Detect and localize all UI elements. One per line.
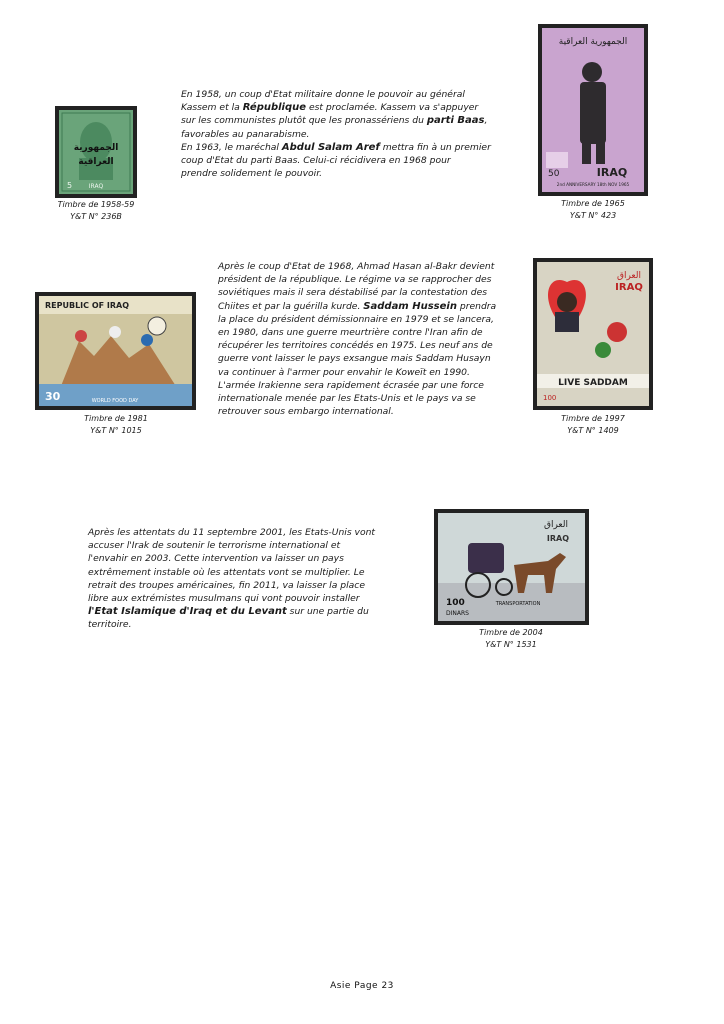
stamp-1965-image	[542, 28, 644, 192]
stamp-2004	[434, 509, 589, 625]
stamp-1958-caption	[36, 199, 156, 223]
stamp-1997-header: العراق	[616, 271, 642, 281]
stamp-1981	[35, 292, 196, 410]
stamp-2004-unit: DINARS	[446, 610, 469, 617]
stamp-1965-header: الجمهورية العراقية	[558, 37, 628, 47]
stamp-2004-country: IRAQ	[546, 534, 570, 543]
text-line: coup d'Etat du parti Baas. Celui-ci récidivera en 1968 pour	[181, 155, 451, 167]
bold-term: parti Baas	[426, 115, 485, 127]
text-line: L'armée Irakienne sera rapidement écrasée par une force	[218, 379, 484, 391]
stamp-1981-caption-ref: Y&T N° 1015	[90, 426, 142, 435]
stamp-1981-value: 30	[45, 390, 61, 403]
text-line: l'envahir en 2003. Cette intervention va laisser un pays	[88, 553, 344, 565]
stamp-1997-caption-title: Timbre de 1997	[561, 414, 625, 423]
stamp-1958-country: IRAQ	[88, 183, 104, 190]
bold-term: Saddam Hussein	[363, 300, 457, 312]
text-line: Kassem et la République est proclamée. Kassem va s'appuyer	[181, 102, 479, 114]
text-line: récupérer les territoires concédés en 1975. Les neuf ans de	[218, 340, 493, 352]
stamp-1965-caption-ref: Y&T N° 423	[569, 211, 617, 220]
stamp-1958-value: 5	[67, 181, 73, 190]
text-line: retrouver sous embargo international.	[218, 406, 394, 418]
text-line: sur les communistes plutôt que les pronassériens du parti Baas,	[181, 115, 488, 127]
stamp-2004-header: العراق	[543, 520, 569, 530]
text-line: accuser l'Irak de soutenir le terrorisme international et	[88, 540, 341, 552]
text-line: l'Etat Islamique d'Iraq et du Levant sur une partie du	[88, 606, 369, 618]
text-line: guerre vont laisser le pays exsangue mais Saddam Husayn	[218, 353, 491, 365]
text-line: libre aux extrémistes musulmans qui vont pouvoir installer	[88, 593, 360, 605]
stamp-2004-image	[438, 513, 585, 621]
text-line: internationale menée par les Etats-Unis et le pays va se	[218, 393, 476, 405]
stamp-1997-value: 100	[543, 394, 557, 402]
text-line: favorables au panarabisme.	[181, 128, 310, 140]
text-line: extrêmement instable où les attentats vont se multiplier. Le	[88, 566, 365, 578]
text-line: retrait des troupes américaines, fin 2011, va laisser la place	[88, 579, 365, 591]
bold-term: République	[242, 102, 307, 114]
stamp-2004-caption	[451, 627, 571, 651]
text-line: prendre solidement le pouvoir.	[181, 168, 323, 180]
stamp-1958-overprint-1: الجمهورية	[73, 143, 119, 153]
section2-text	[218, 260, 518, 418]
stamp-2004-caption-title: Timbre de 2004	[479, 628, 543, 637]
text-line: En 1958, un coup d'Etat militaire donne le pouvoir au général	[181, 89, 465, 100]
stamp-1981-caption-title: Timbre de 1981	[84, 414, 148, 423]
bold-term: Abdul Salam Aref	[281, 141, 380, 153]
stamp-2004-caption-ref: Y&T N° 1531	[485, 640, 537, 649]
text-line: Après le coup d'Etat de 1968, Ahmad Hasan al-Bakr devient	[218, 261, 495, 272]
stamp-1965	[538, 24, 648, 196]
stamp-1958-image	[59, 110, 133, 194]
section3-text	[88, 526, 388, 632]
stamp-1997-strip: LIVE SADDAM	[558, 378, 628, 388]
text-line: soviétiques mais il sera déstabilisé par la contestation des	[218, 287, 488, 299]
stamp-1958	[55, 106, 137, 198]
stamp-1965-caption	[534, 198, 652, 222]
stamp-1965-value: 50	[548, 169, 560, 179]
stamp-1958-caption-title: Timbre de 1958-59	[57, 200, 135, 209]
text-line: va continuer à l'armer pour envahir le Koweït en 1990.	[218, 366, 470, 378]
text-line: territoire.	[88, 619, 132, 631]
stamp-1965-caption-title: Timbre de 1965	[561, 199, 625, 208]
stamp-2004-value: 100	[446, 598, 465, 608]
text-line: président de la république. Le régime va se rapprocher des	[218, 274, 492, 286]
text-line: la place du président démissionnaire en 1979 et se lancera,	[218, 313, 494, 325]
stamp-1981-header: REPUBLIC OF IRAQ	[45, 301, 129, 310]
stamp-1981-strip: WORLD FOOD DAY	[91, 398, 139, 404]
stamp-1997-image	[537, 262, 649, 406]
stamp-2004-strip: TRANSPORTATION	[495, 601, 541, 607]
section1-text	[181, 88, 501, 180]
stamp-1997-caption-ref: Y&T N° 1409	[567, 426, 619, 435]
text-line: En 1963, le maréchal Abdul Salam Aref mettra fin à un premier	[181, 141, 491, 153]
page-footer: Asie Page 23	[330, 981, 394, 991]
stamp-1997	[533, 258, 653, 410]
bold-term: l'Etat Islamique d'Iraq et du Levant	[88, 606, 287, 618]
text-line: Chiites et par la guérilla kurde. Saddam Hussein prendra	[218, 300, 497, 312]
text-line: Après les attentats du 11 septembre 2001, les Etats-Unis vont	[88, 527, 376, 538]
stamp-1965-strip: 2nd ANNIVERSARY 18th NOV 1965	[556, 182, 630, 187]
stamp-1965-country: IRAQ	[596, 166, 628, 179]
text-line: en 1980, dans une guerre meurtrière contre l'Iran afin de	[218, 327, 483, 339]
stamp-1997-caption	[533, 413, 653, 437]
stamp-1958-caption-ref: Y&T N° 236B	[70, 212, 122, 221]
stamp-1958-overprint-2: العراقية	[78, 157, 114, 167]
stamp-1997-country: IRAQ	[615, 282, 643, 293]
stamp-1981-caption	[56, 413, 176, 437]
stamp-1981-image	[39, 296, 192, 406]
